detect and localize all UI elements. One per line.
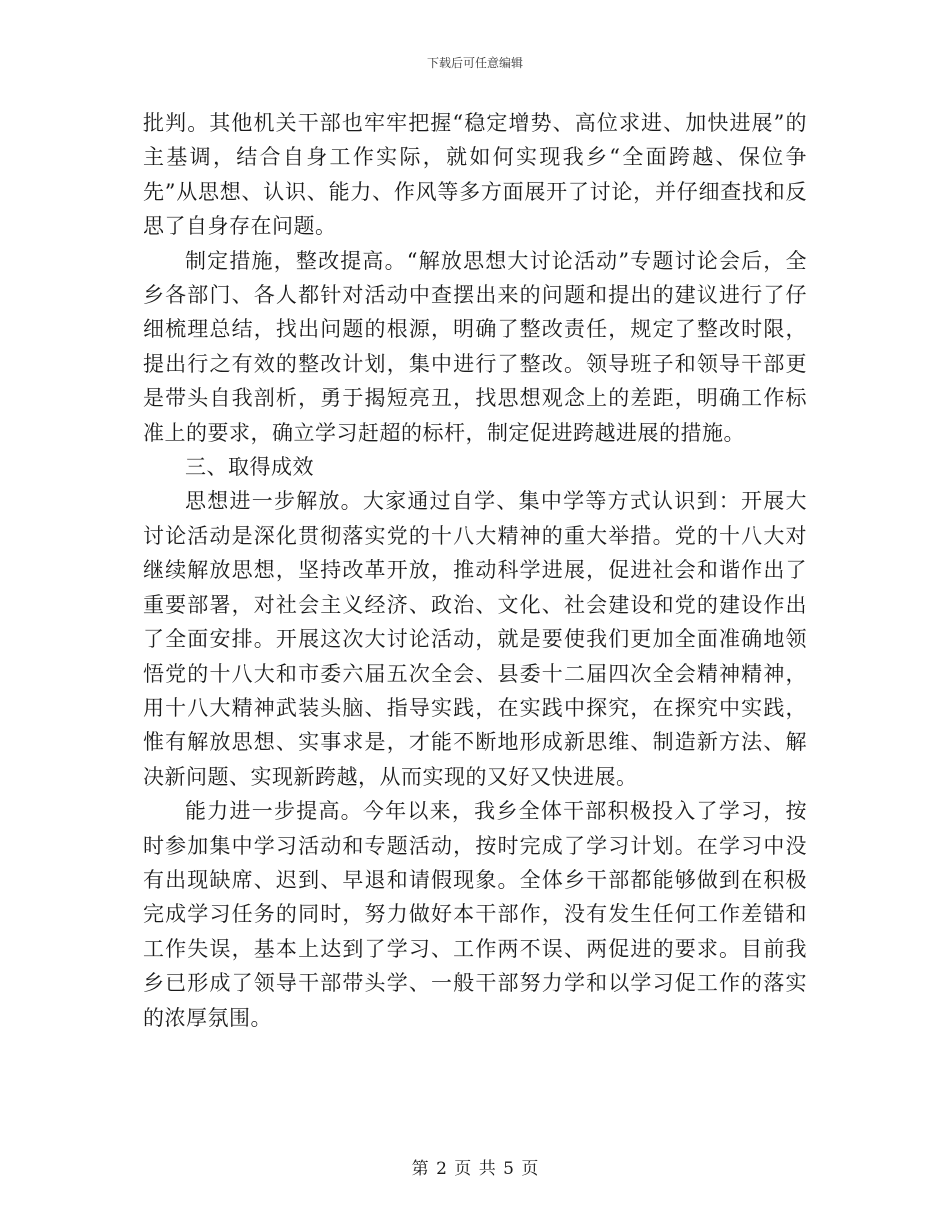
- paragraph: 思想进一步解放。大家通过自学、集中学等方式认识到：开展大讨论活动是深化贯彻落实党的十八大精神的重大举措。党的十八大对继续解放思想，坚持改革开放，推动科学进展，促进社会和谐作出了重要部署，对社会主义经济、政治、文化、社会建设和党的建设作出了全面安排。开展这次大讨论活动，就是要使我们更加全面准确地领悟党的十八大和市委六届五次全会、县委十二届四次全会精神精神，用十八大精神武装头脑、指导实践，在实践中探究，在探究中实践，惟有解放思想、实事求是，才能不断地形成新思维、制造新方法、解决新问题、实现新跨越，从而实现的又好又快进展。: [143, 489, 807, 789]
- header-note: 下载后可任意编辑: [426, 56, 523, 70]
- paragraph: 制定措施，整改提高。“解放思想大讨论活动”专题讨论会后，全乡各部门、各人都针对活动中查摆出来的问题和提出的建议进行了仔细梳理总结，找出问题的根源，明确了整改责任，规定了整改时限，提出行之有效的整改计划，集中进行了整改。领导班子和领导干部更是带头自我剖析，勇于揭短亮丑，找思想观念上的差距，明确工作标准上的要求，确立学习赶超的标杆，制定促进跨越进展的措施。: [143, 248, 807, 445]
- paragraph: 能力进一步提高。今年以来，我乡全体干部积极投入了学习，按时参加集中学习活动和专题活动，按时完成了学习计划。在学习中没有出现缺席、迟到、早退和请假现象。全体乡干部都能够做到在积极完成学习任务的同时，努力做好本干部作，没有发生任何工作差错和工作失误，基本上达到了学习、工作两不误、两促进的要求。目前我乡已形成了领导干部带头学、一般干部努力学和以学习促工作的落实的浓厚氛围。: [143, 799, 807, 1030]
- paragraph: 批判。其他机关干部也牢牢把握“稳定增势、高位求进、加快进展”的主基调，结合自身工作实际，就如何实现我乡“全面跨越、保位争先”从思想、认识、能力、作风等多方面展开了讨论，并仔细查找和反思了自身存在问题。: [143, 111, 807, 239]
- document-body: [143, 106, 807, 1035]
- page-number-footer: 第 2 页 共 5 页: [411, 1159, 539, 1179]
- section-heading: 三、取得成效: [185, 455, 314, 480]
